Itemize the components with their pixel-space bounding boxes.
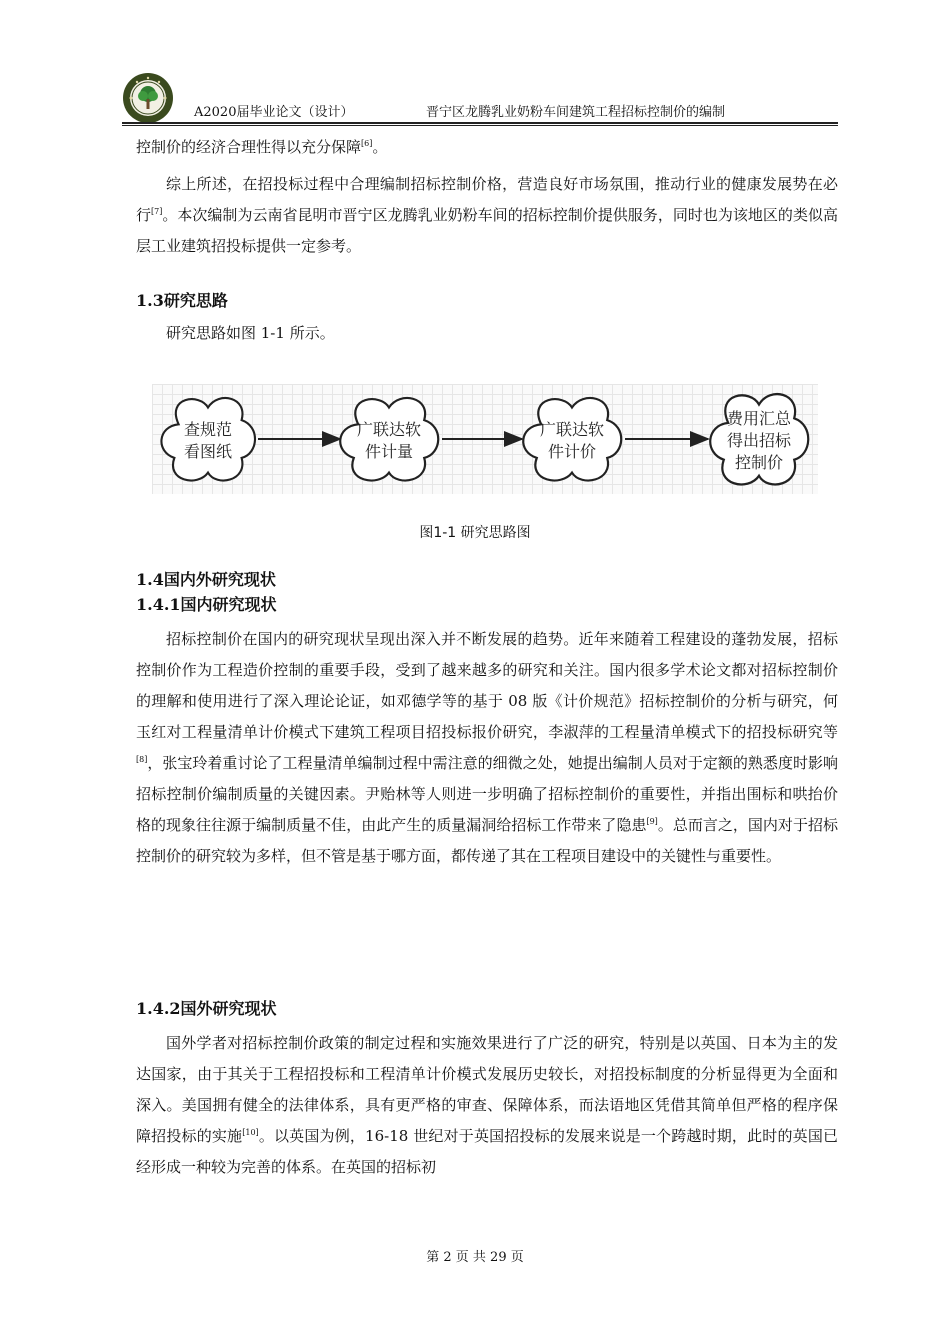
flow-node-4-line2: 得出招标 bbox=[726, 431, 792, 450]
flow-node-1-line1: 查规范 bbox=[183, 420, 233, 439]
intro-p2-text-a: 综上所述，在招投标过程中合理编制招标控制价格，营造良好市场氛围，推动行业的健康发展势在必行 bbox=[136, 175, 838, 224]
figure-caption: 图1-1 研究思路图 bbox=[419, 525, 531, 541]
citation-9: [9] bbox=[646, 817, 658, 826]
header-rule bbox=[122, 122, 838, 124]
foreign-research-paragraph bbox=[136, 1028, 838, 1183]
foreign-text-b: 。以英国为例，16-18 世纪对于英国招投标的发展来说是一个跨越时期，此时的英国已经形成一种较为完善的体系。在英国的招标初 bbox=[136, 1127, 838, 1176]
flow-node-4 bbox=[710, 394, 808, 484]
intro-p1-text: 控制价的经济合理性得以充分保障 bbox=[136, 138, 362, 156]
citation-10: [10] bbox=[242, 1128, 259, 1137]
section-1-4-2-heading: 1.4.2国外研究现状 bbox=[136, 999, 277, 1018]
page-number-footer: 第 2 页 共 29 页 bbox=[426, 1250, 524, 1265]
header-left-title: A2020届毕业论文（设计） bbox=[194, 105, 354, 120]
university-seal-icon bbox=[122, 72, 174, 124]
header-rule-thin bbox=[122, 125, 838, 126]
domestic-research-paragraph bbox=[136, 624, 838, 872]
section-1-4-heading: 1.4国内外研究现状 bbox=[136, 570, 276, 589]
flow-node-2-line1: 广联达软 bbox=[356, 420, 422, 439]
section-1-3-text: 研究思路如图 1-1 所示。 bbox=[166, 324, 335, 342]
flow-node-1-line2: 看图纸 bbox=[183, 442, 233, 461]
domestic-text-b: ，张宝玲着重讨论了工程量清单编制过程中需注意的细微之处，她提出编制人员对于定额的熟悉度时影响招标控制价编制质量的关键因素。尹贻林等人则进一步明确了招标控制价的重要性，并指出围标和哄抬价格的现象往往源于编制质量不佳，由此产生的质量漏洞给招标工作带来了隐患 bbox=[136, 754, 838, 834]
research-flow-diagram bbox=[152, 384, 818, 494]
section-1-3-heading: 1.3研究思路 bbox=[136, 291, 228, 310]
flow-node-3-line1: 广联达软 bbox=[539, 420, 605, 439]
citation-7: [7] bbox=[151, 207, 163, 216]
intro-p1-tail: 。 bbox=[372, 138, 388, 156]
flow-node-3 bbox=[523, 398, 621, 480]
flow-node-4-line1: 费用汇总 bbox=[726, 409, 792, 428]
flow-node-1 bbox=[161, 398, 255, 480]
domestic-text-a: 招标控制价在国内的研究现状呈现出深入并不断发展的趋势。近年来随着工程建设的蓬勃发展，招标控制价作为工程造价控制的重要手段，受到了越来越多的研究和关注。国内很多学术论文都对招标控制价的理解和使用进行了深入理论论证，如邓德学等的基于 08 版《计价规范》招标控制价的分析与研究，何玉红对工程量清单计价模式下建筑工程项目招投标报价研究，李淑萍的工程量清单模式下的招投标研究等 bbox=[136, 630, 838, 741]
intro-paragraph-2 bbox=[136, 169, 838, 262]
flow-node-2-line2: 件计量 bbox=[364, 442, 414, 461]
flow-node-2 bbox=[340, 398, 438, 480]
intro-p2-text-b: 。本次编制为云南省昆明市晋宁区龙腾乳业奶粉车间的招标控制价提供服务，同时也为该地区的类似高层工业建筑招投标提供一定参考。 bbox=[136, 206, 838, 255]
header-right-title: 晋宁区龙腾乳业奶粉车间建筑工程招标控制价的编制 bbox=[426, 105, 726, 120]
section-1-4-1-heading: 1.4.1国内研究现状 bbox=[136, 595, 277, 614]
flow-node-4-line3: 控制价 bbox=[734, 453, 784, 472]
foreign-text-a: 国外学者对招标控制价政策的制定过程和实施效果进行了广泛的研究，特别是以英国、日本为主的发达国家，由于其关于工程招投标和工程清单计价模式发展历史较长，对招投标制度的分析显得更为全面和深入。美国拥有健全的法律体系，具有更严格的审查、保障体系，而法语地区凭借其简单但严格的程序保障招投标的实施 bbox=[136, 1034, 838, 1145]
citation-6: [6] bbox=[361, 139, 373, 148]
intro-paragraph-1 bbox=[136, 132, 838, 163]
flow-node-3-line2: 件计价 bbox=[547, 442, 597, 461]
citation-8: [8] bbox=[136, 755, 148, 764]
domestic-text-c: 。总而言之，国内对于招标控制价的研究较为多样，但不管是基于哪方面，都传递了其在工程项目建设中的关键性与重要性。 bbox=[136, 816, 838, 865]
